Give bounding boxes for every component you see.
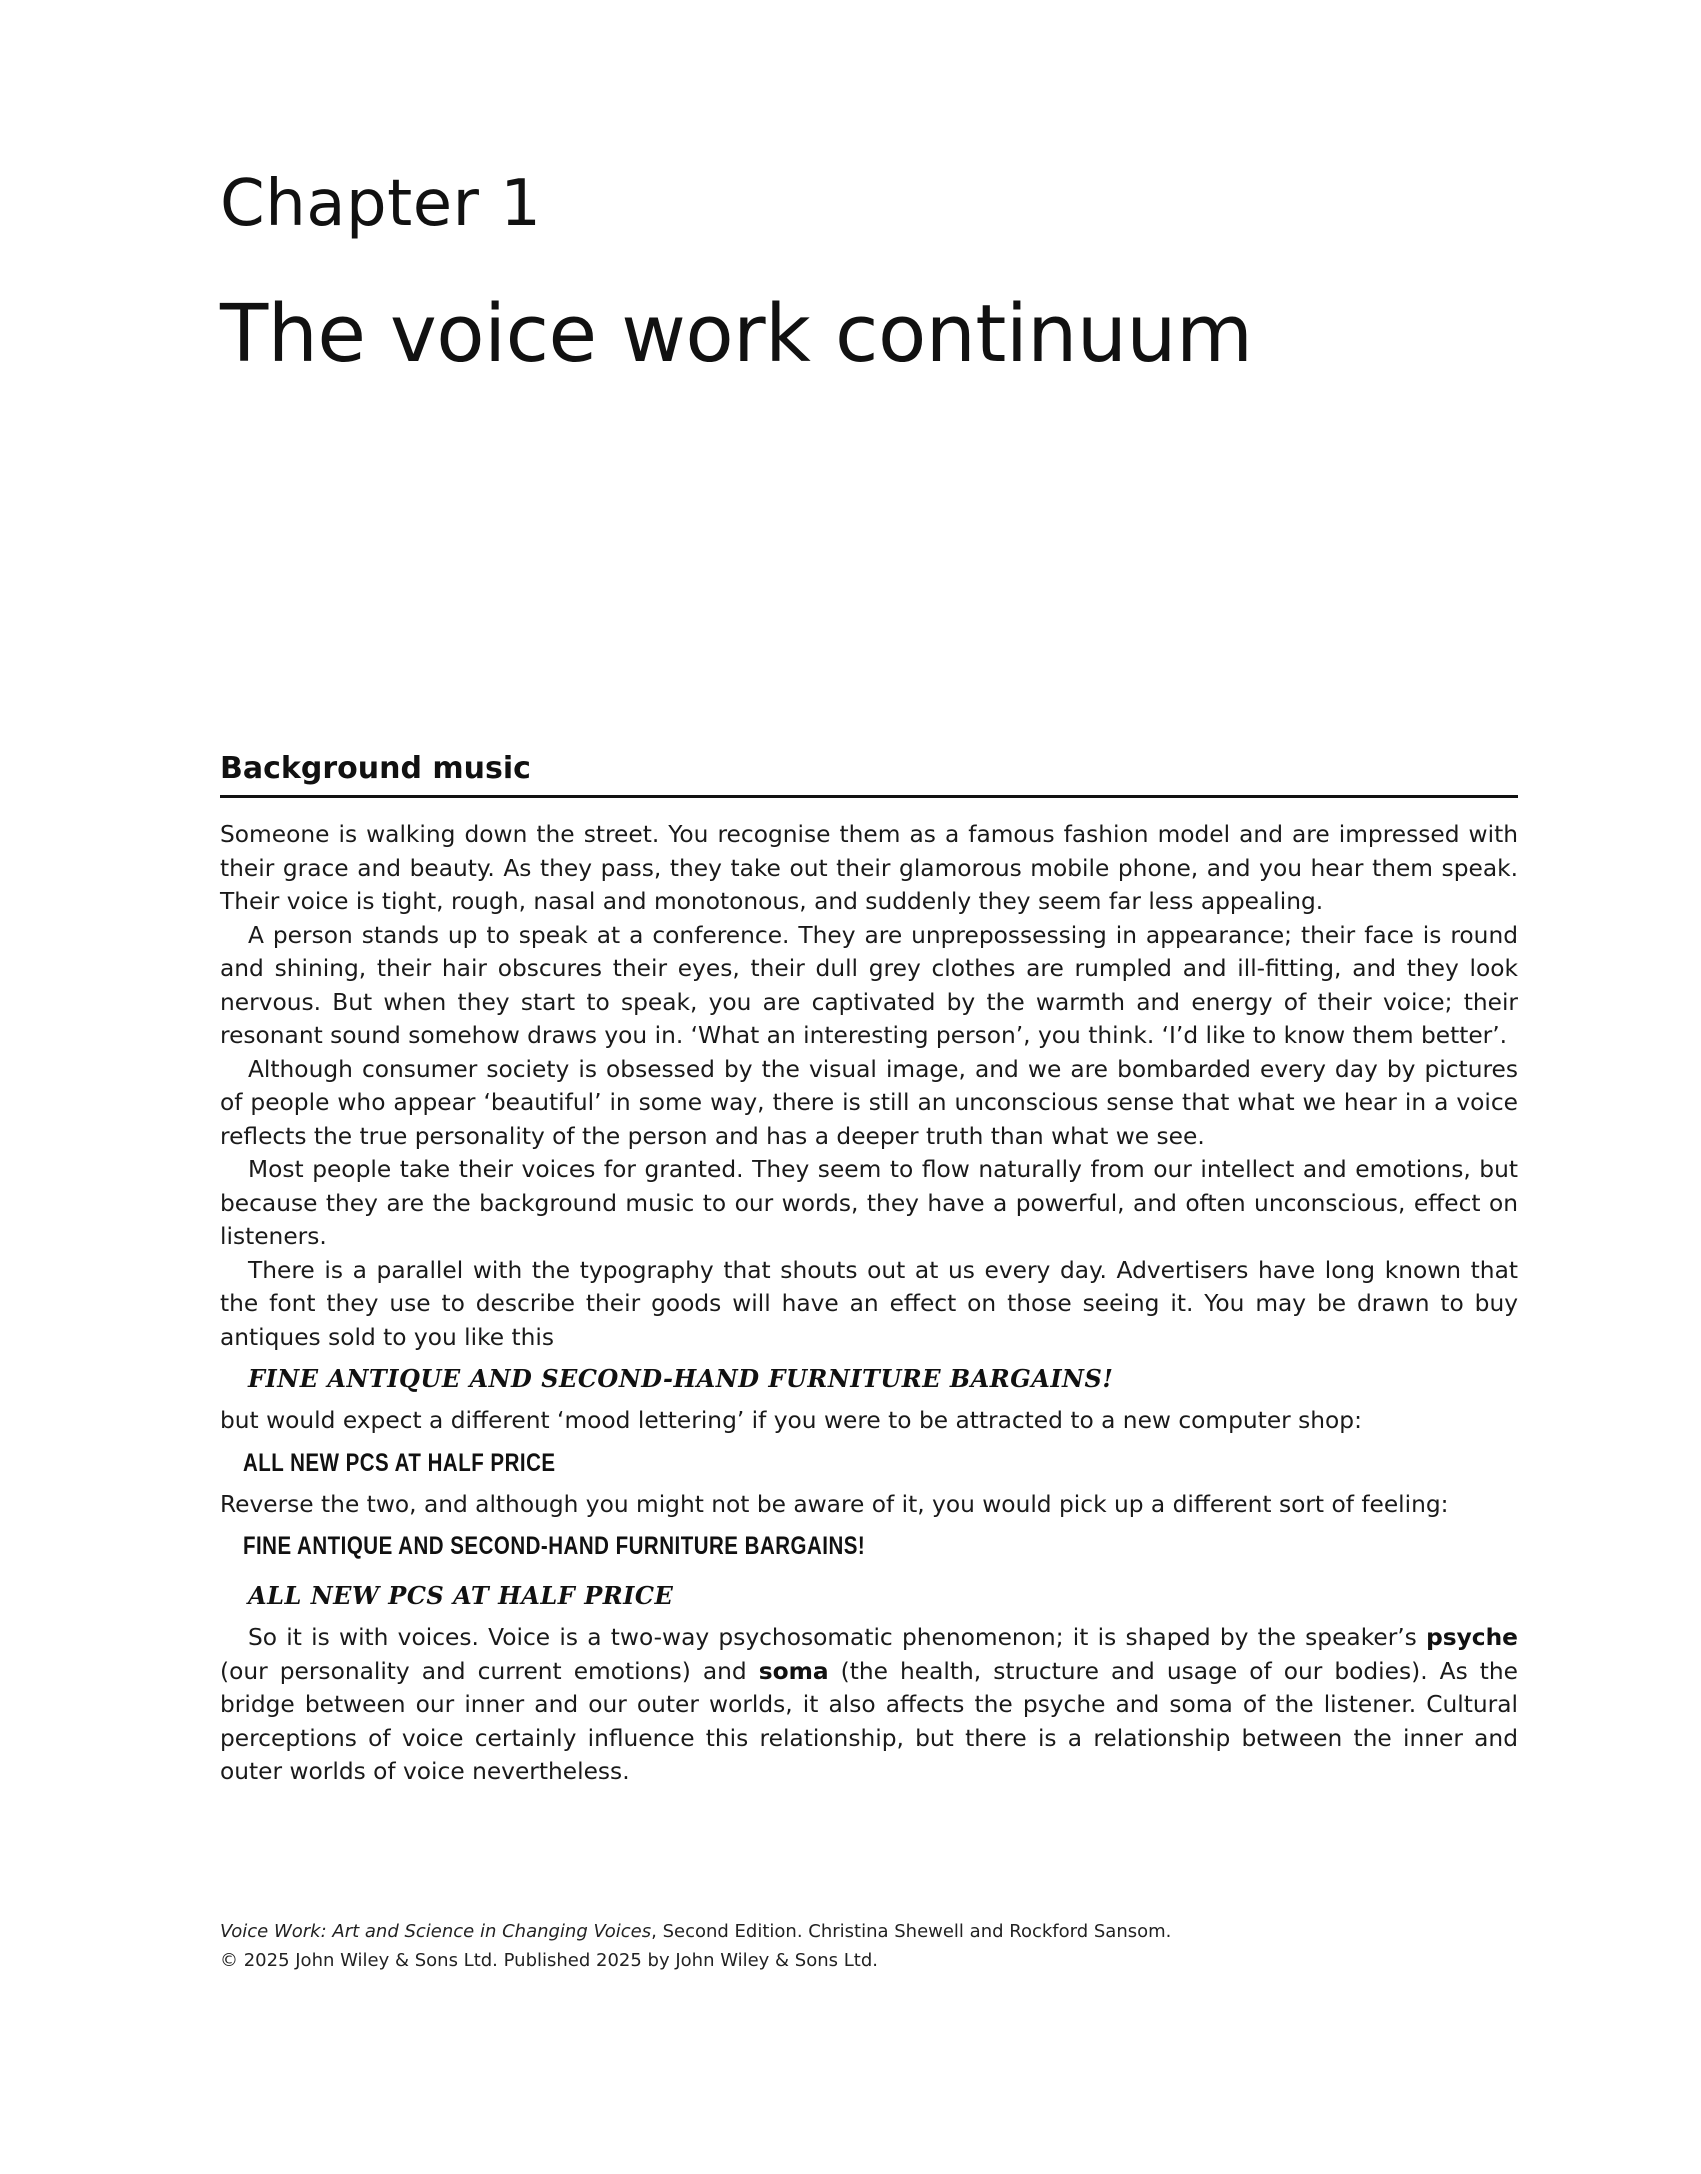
paragraph-8-text-2: (our personality and current emotions) and <box>220 1657 759 1685</box>
section-heading: Background music <box>220 749 1518 798</box>
term-psyche: psyche <box>1426 1624 1518 1651</box>
paragraph-6: but would expect a different ‘mood lettering’ if you were to be attracted to a new computer shop: <box>220 1407 1362 1434</box>
edition-authors: , Second Edition. Christina Shewell and Rockford Sansom. <box>651 1921 1172 1942</box>
paragraph-7: Reverse the two, and although you might not be aware of it, you would pick up a different sort of feeling: <box>220 1490 1449 1518</box>
typography-sample-antique-condensed: FINE ANTIQUE AND SECOND-HAND FURNITURE BARGAINS! <box>242 1532 866 1560</box>
paragraph-5: There is a parallel with the typography that shouts out at us every day. Advertisers have long known that the font they use to describe their goods will have an effect on those seeing it. You may be drawn to buy antiques sold to you like this <box>220 1256 1518 1351</box>
copyright-line: © 2025 John Wiley & Sons Ltd. Published 2025 by John Wiley & Sons Ltd. <box>220 1950 878 1971</box>
typography-sample-pcs-gothic: ALL NEW PCS AT HALF PRICE <box>248 1581 674 1610</box>
paragraph-8-text-1: So it is with voices. Voice is a two-way psychosomatic phenomenon; it is shaped by the speaker’s <box>248 1624 1427 1651</box>
paragraph-1: Someone is walking down the street. You recognise them as a famous fashion model and are impressed with their grace and beauty. As they pass, they take out their glamorous mobile phone, and you hear them speak. Their voice is tight, rough, nasal and monotonous, and suddenly they seem far less appealing. <box>220 821 1518 915</box>
page-footer <box>220 1917 1518 1975</box>
typography-sample-antique-gothic: FINE ANTIQUE AND SECOND-HAND FURNITURE BARGAINS! <box>248 1364 1114 1393</box>
paragraph-2: A person stands up to speak at a conference. They are unprepossessing in appearance; their face is round and shining, their hair obscures their eyes, their dull grey clothes are rumpled and ill-fitting, and they look nervous. But when they start to speak, you are captivated by the warmth and energy of their voice; their resonant sound somehow draws you in. ‘What an interesting person’, you think. ‘I’d like to know them better’. <box>220 921 1518 1049</box>
chapter-label: Chapter 1 <box>220 167 542 241</box>
typography-sample-pcs-condensed: ALL NEW PCS AT HALF PRICE <box>242 1448 556 1477</box>
body-text <box>220 818 1518 1789</box>
term-soma: soma <box>758 1657 829 1685</box>
paragraph-8-text-3: (the health, structure and usage of our bodies). As the bridge between our inner and our outer worlds, it also affects the psyche and soma of the listener. Cultural perceptions of voice certainly influence this relationship, but there is a relationship between the inner and outer worlds of voice nevertheless. <box>220 1657 1518 1785</box>
book-title: Voice Work: Art and Science in Changing Voices <box>220 1921 652 1942</box>
paragraph-4: Most people take their voices for granted. They seem to flow naturally from our intellect and emotions, but because they are the background music to our words, they have a powerful, and often unconscious, effect on listeners. <box>220 1156 1518 1250</box>
paragraph-3: Although consumer society is obsessed by the visual image, and we are bombarded every day by pictures of people who appear ‘beautiful’ in some way, there is still an unconscious sense that what we hear in a voice reflects the true personality of the person and has a deeper truth than what we see. <box>220 1055 1518 1150</box>
citation-line <box>220 1917 1518 1946</box>
paragraph-8 <box>220 1621 1518 1789</box>
chapter-title: The voice work continuum <box>220 288 1253 380</box>
